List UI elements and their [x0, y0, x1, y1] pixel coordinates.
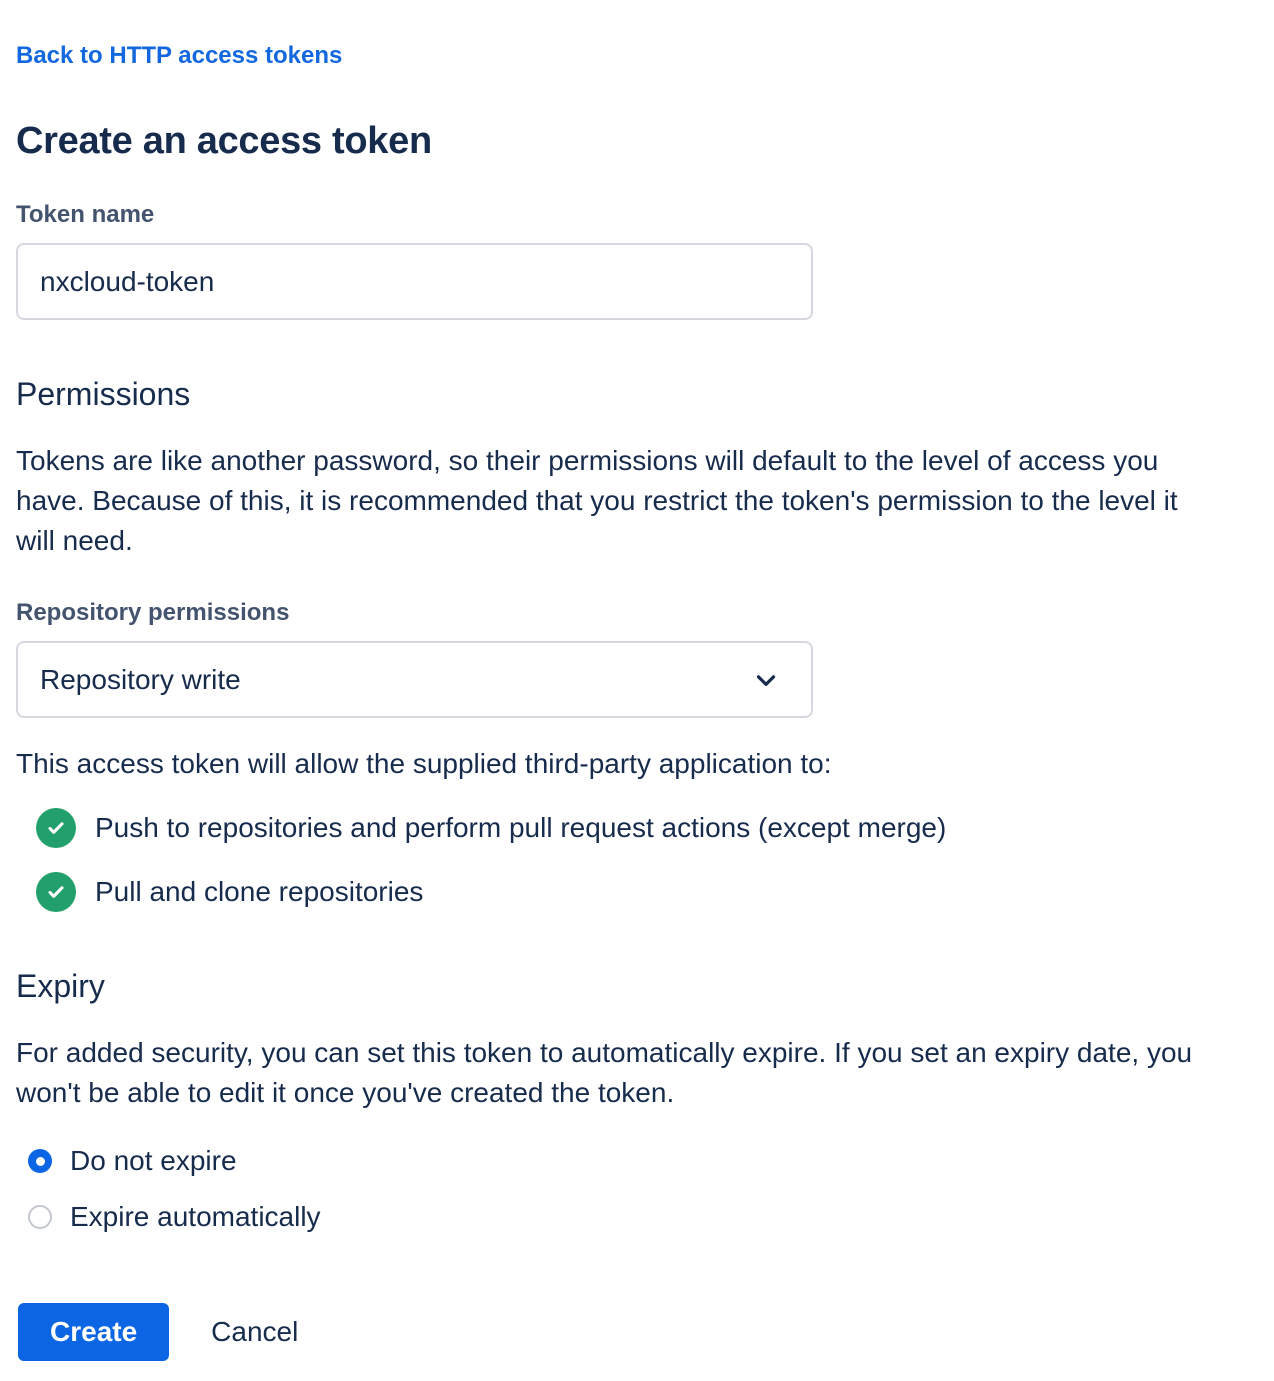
check-circle-icon [36, 872, 76, 912]
expiry-description: For added security, you can set this token to automatically expire. If you set an expiry date, you won't be able to edit it once you've created the token. [16, 1037, 1193, 1108]
radio-option-label: Expire automatically [70, 1201, 321, 1232]
radio-option-label: Do not expire [70, 1145, 237, 1176]
radio-option-expire-automatically[interactable] [28, 1201, 1258, 1233]
page-title: Create an access token [16, 120, 432, 162]
allow-item [36, 872, 1258, 912]
allow-item [36, 808, 1258, 848]
repository-permissions-label: Repository permissions [16, 599, 290, 626]
token-name-input[interactable] [16, 243, 813, 320]
back-to-http-access-tokens-link[interactable]: Back to HTTP access tokens [16, 42, 343, 69]
allow-list [16, 808, 1258, 912]
expiry-radio-group [16, 1145, 1258, 1233]
repository-permissions-selected-value: Repository write [40, 663, 241, 695]
radio-unselected-icon[interactable] [28, 1205, 52, 1229]
token-name-label: Token name [16, 201, 155, 228]
allow-item-label: Push to repositories and perform pull request actions (except merge) [95, 812, 947, 843]
chevron-down-icon [751, 665, 789, 695]
allows-intro-text: This access token will allow the supplied third-party application to: [16, 748, 832, 779]
allow-item-label: Pull and clone repositories [95, 876, 424, 907]
repository-permissions-select[interactable] [16, 641, 813, 718]
radio-option-do-not-expire[interactable] [28, 1145, 1258, 1177]
check-circle-icon [36, 808, 76, 848]
radio-selected-icon[interactable] [28, 1149, 52, 1173]
permissions-description: Tokens are like another password, so their permissions will default to the level of access you have. Because of this, it is recommended that you restrict the token's permission to the level it will need. [16, 445, 1178, 556]
cancel-button[interactable]: Cancel [187, 1303, 322, 1361]
expiry-heading: Expiry [16, 968, 105, 1004]
create-button[interactable]: Create [18, 1303, 169, 1361]
form-actions [16, 1303, 1258, 1361]
permissions-heading: Permissions [16, 376, 191, 412]
